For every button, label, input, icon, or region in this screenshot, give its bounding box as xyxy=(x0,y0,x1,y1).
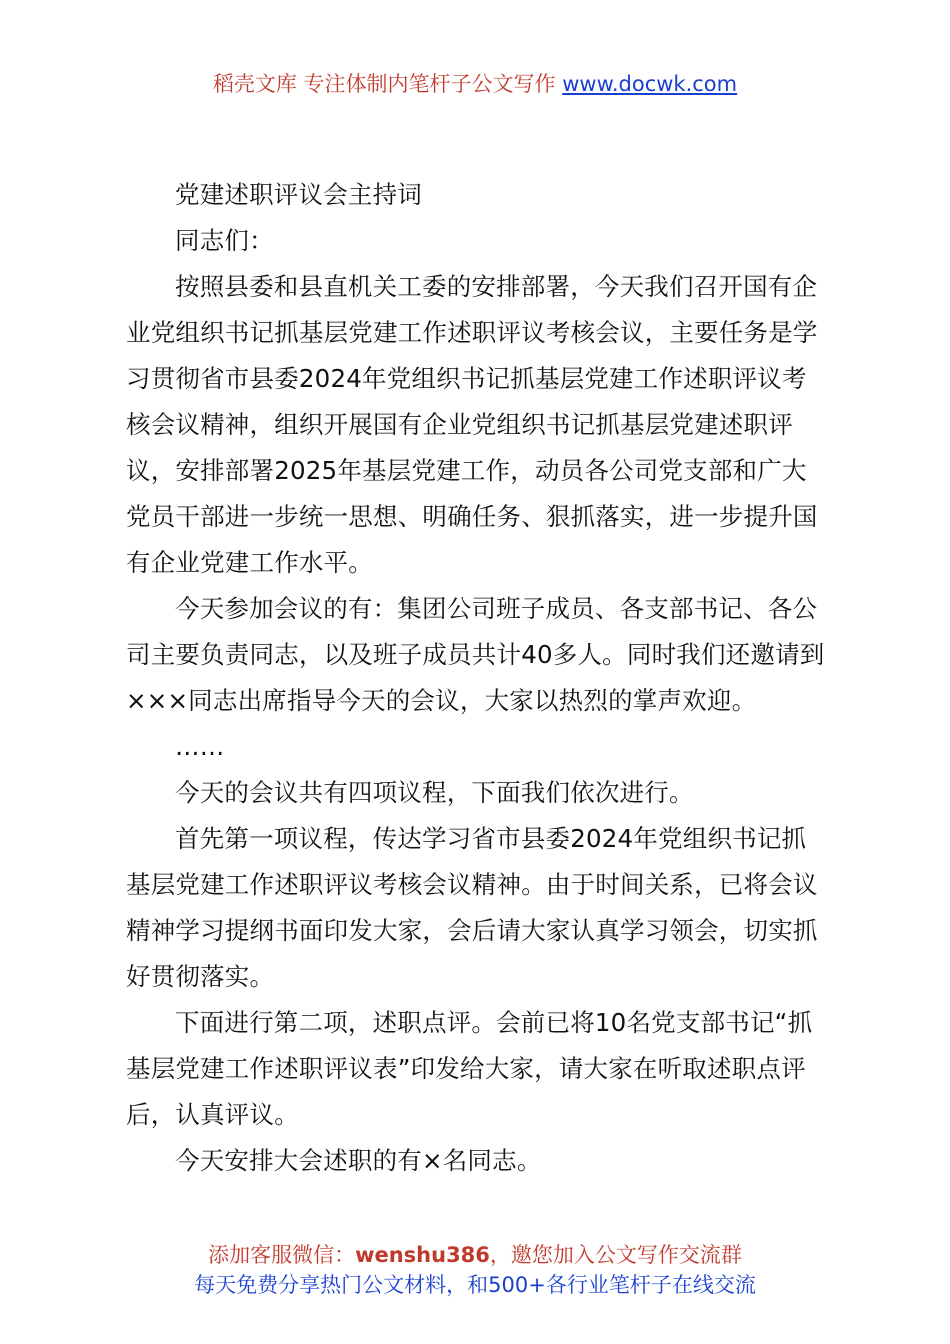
paragraph: 今天参加会议的有：集团公司班子成员、各支部书记、各公司主要负责同志，以及班子成员共计40多人。同时我们还邀请到×××同志出席指导今天的会议，大家以热烈的掌声欢迎。 xyxy=(126,594,825,715)
wechat-id: wenshu386 xyxy=(355,1243,490,1267)
footer-line-wechat xyxy=(0,1240,950,1270)
footer-prefix: 添加客服微信： xyxy=(208,1243,356,1267)
site-link[interactable]: www.docwk.com xyxy=(562,72,738,96)
promo-footer xyxy=(0,1240,950,1300)
paragraph: 今天安排大会述职的有×名同志。 xyxy=(175,1146,542,1175)
document-title: 党建述职评议会主持词 xyxy=(175,180,422,209)
paragraph: 按照县委和县直机关工委的安排部署，今天我们召开国有企业党组织书记抓基层党建工作述职评议考核会议，主要任务是学习贯彻省市县委2024年党组织书记抓基层党建工作述职评议考核会议精神，组织开展国有企业党组织书记抓基层党建述职评议，安排部署2025年基层党建工作，动员各公司党支部和广大党员干部进一步统一思想、明确任务、狠抓落实，进一步提升国有企业党建工作水平。 xyxy=(126,272,818,577)
salutation: 同志们： xyxy=(175,226,274,255)
footer-suffix: ，邀您加入公文写作交流群 xyxy=(489,1243,742,1267)
paragraph: …… xyxy=(175,732,225,761)
footer-line-share: 每天免费分享热门公文材料，和500+各行业笔杆子在线交流 xyxy=(194,1273,756,1297)
paragraph: 下面进行第二项，述职点评。会前已将10名党支部书记“抓基层党建工作述职评议表”印发给大家，请大家在听取述职点评后，认真评议。 xyxy=(126,1008,813,1129)
paragraph: 首先第一项议程，传达学习省市县委2024年党组织书记抓基层党建工作述职评议考核会议精神。由于时间关系，已将会议精神学习提纲书面印发大家，会后请大家认真学习领会，切实抓好贯彻落实。 xyxy=(126,824,818,991)
document-body xyxy=(126,172,830,1184)
site-header xyxy=(0,70,950,98)
paragraph: 今天的会议共有四项议程，下面我们依次进行。 xyxy=(175,778,694,807)
site-slogan: 稻壳文库 专注体制内笔杆子公文写作 xyxy=(212,72,556,96)
